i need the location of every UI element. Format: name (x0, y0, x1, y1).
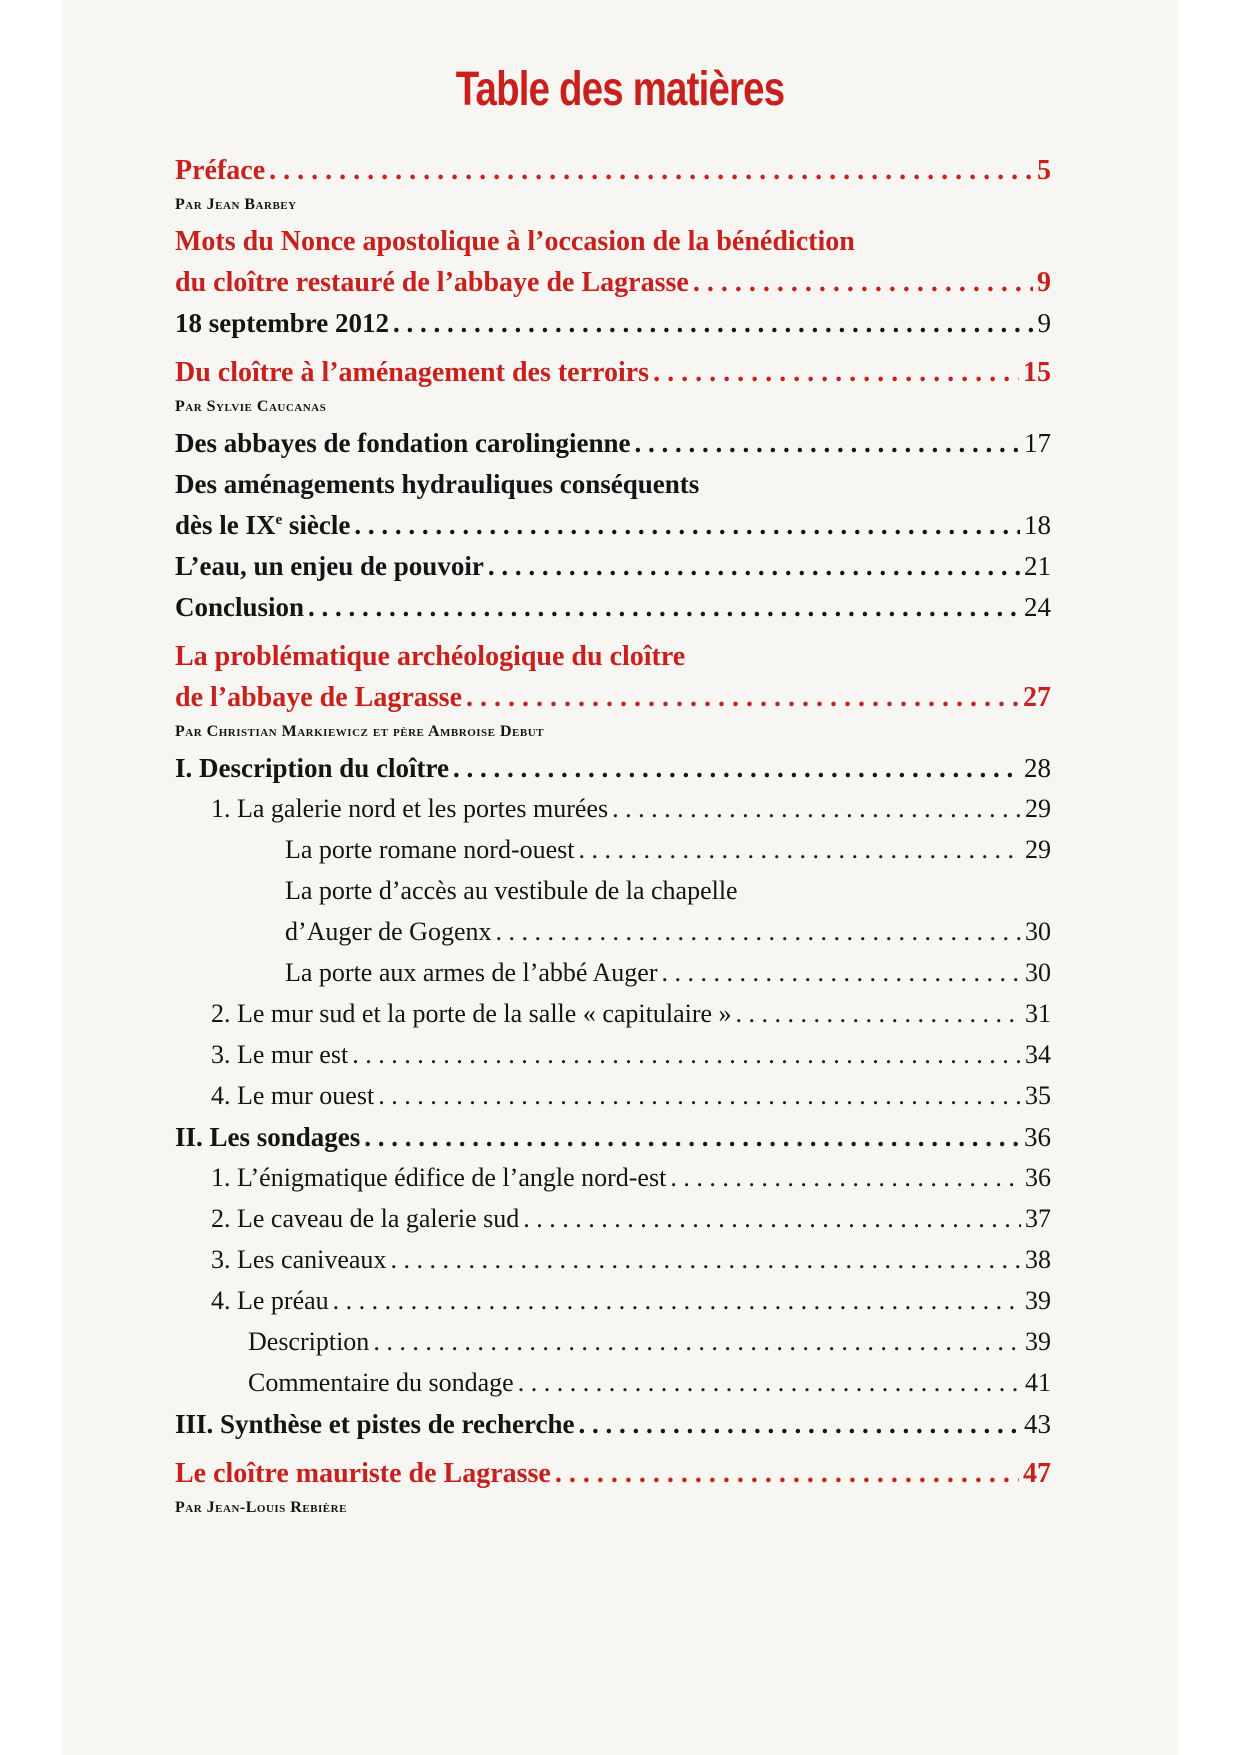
toc-entry-description[interactable] (175, 1327, 1051, 1368)
dot-leader (269, 155, 1033, 187)
toc-entry-problematique-line1[interactable] (175, 641, 1051, 682)
entry-page: 43 (1024, 1409, 1051, 1439)
toc-entry-problematique[interactable] (175, 682, 1051, 723)
toc-entry-caveau[interactable] (175, 1204, 1051, 1245)
dot-leader (578, 1409, 1020, 1440)
entry-label: 2. Le caveau de la galerie sud (211, 1204, 520, 1233)
entry-label: La porte aux armes de l’abbé Auger (285, 958, 658, 987)
dot-leader (378, 1081, 1021, 1111)
entry-page: 9 (1037, 308, 1051, 338)
entry-page: 15 (1023, 357, 1051, 388)
dot-leader (354, 510, 1020, 541)
toc-entry-mur-sud[interactable] (175, 999, 1051, 1040)
entry-label: II. Les sondages (175, 1122, 361, 1152)
entry-label: de l’abbaye de Lagrasse (175, 682, 462, 713)
dot-leader (579, 835, 1021, 865)
toc-entry-hydrauliques[interactable] (175, 510, 1051, 551)
toc-entry-porte-vestibule[interactable] (175, 917, 1051, 958)
entry-page: 30 (1025, 958, 1051, 987)
entry-page: 9 (1037, 267, 1051, 298)
entry-label: 4. Le mur ouest (211, 1081, 375, 1110)
entry-page: 30 (1025, 917, 1051, 946)
dot-leader (390, 1245, 1021, 1275)
dot-leader (373, 1327, 1021, 1357)
entry-page: 27 (1023, 682, 1051, 713)
dot-leader (393, 308, 1034, 339)
toc-entry-abbayes[interactable] (175, 428, 1051, 469)
toc-entry-galerie-nord[interactable] (175, 794, 1051, 835)
dot-leader (653, 357, 1019, 389)
entry-author: Par Christian Markiewicz et père Ambroise Debut (175, 723, 544, 740)
toc-entry-porte-armes[interactable] (175, 958, 1051, 999)
entry-author: Par Jean-Louis Rebière (175, 1499, 347, 1516)
dot-leader (333, 1286, 1021, 1316)
toc-entry-nonce[interactable] (175, 267, 1051, 308)
dot-leader (693, 267, 1033, 299)
entry-label: La porte d’accès au vestibule de la chapelle (285, 876, 738, 905)
entry-label: 2. Le mur sud et la porte de la salle « capitulaire » (211, 999, 732, 1028)
dot-leader (555, 1458, 1019, 1490)
dot-leader (612, 794, 1021, 824)
entry-label: 1. La galerie nord et les portes murées (211, 794, 609, 823)
toc-entry-caniveaux[interactable] (175, 1245, 1051, 1286)
entry-label: 4. Le préau (211, 1286, 329, 1315)
entry-label: Le cloître mauriste de Lagrasse (175, 1458, 551, 1489)
dot-leader (670, 1163, 1021, 1193)
toc-entry-preau[interactable] (175, 1286, 1051, 1327)
entry-label: La problématique archéologique du cloître (175, 641, 686, 672)
entry-page: 21 (1024, 551, 1051, 581)
toc-entry-mur-est[interactable] (175, 1040, 1051, 1081)
toc-entry-edifice-nord-est[interactable] (175, 1163, 1051, 1204)
dot-leader (496, 917, 1022, 947)
entry-label: d’Auger de Gogenx (285, 917, 492, 946)
dot-leader (352, 1040, 1021, 1070)
entry-page: 18 (1024, 510, 1051, 540)
entry-label: Conclusion (175, 592, 305, 622)
table-of-contents (175, 155, 1051, 1529)
entry-label: Du cloître à l’aménagement des terroirs (175, 357, 650, 388)
entry-page: 29 (1025, 835, 1051, 864)
dot-leader (364, 1122, 1020, 1153)
entry-label: Description (248, 1327, 370, 1356)
entry-page: 41 (1025, 1368, 1051, 1397)
toc-entry-18-septembre[interactable] (175, 308, 1051, 349)
dot-leader (518, 1368, 1021, 1398)
entry-page: 35 (1025, 1081, 1051, 1110)
entry-page: 24 (1024, 592, 1051, 622)
toc-entry-cloitre-mauriste[interactable] (175, 1458, 1051, 1499)
entry-label: III. Synthèse et pistes de recherche (175, 1409, 575, 1439)
entry-page: 28 (1024, 753, 1051, 783)
entry-page: 5 (1037, 155, 1051, 186)
entry-label: 3. Les caniveaux (211, 1245, 387, 1274)
entry-label: du cloître restauré de l’abbaye de Lagrasse (175, 267, 689, 298)
dot-leader (635, 428, 1020, 459)
page-title: Table des matières (455, 63, 785, 116)
entry-page: 39 (1025, 1286, 1051, 1315)
dot-leader (736, 999, 1021, 1029)
entry-label: dès le IXe siècle (175, 510, 351, 540)
entry-label: Des aménagements hydrauliques conséquents (175, 469, 700, 499)
toc-entry-porte-romane[interactable] (175, 835, 1051, 876)
entry-label: Commentaire du sondage (248, 1368, 514, 1397)
entry-page: 39 (1025, 1327, 1051, 1356)
toc-entry-description-cloitre[interactable] (175, 753, 1051, 794)
toc-entry-porte-vestibule-line1[interactable] (175, 876, 1051, 917)
entry-label: La porte romane nord-ouest (285, 835, 575, 864)
entry-page: 36 (1025, 1163, 1051, 1192)
dot-leader (488, 551, 1020, 582)
entry-page: 38 (1025, 1245, 1051, 1274)
entry-page: 17 (1024, 428, 1051, 458)
entry-label: Des abbayes de fondation carolingienne (175, 428, 631, 458)
entry-label: 3. Le mur est (211, 1040, 349, 1069)
toc-entry-hydrauliques-line1[interactable] (175, 469, 1051, 510)
dot-leader (466, 682, 1019, 714)
entry-page: 36 (1024, 1122, 1051, 1152)
toc-entry-commentaire[interactable] (175, 1368, 1051, 1409)
dot-leader (662, 958, 1021, 988)
dot-leader (523, 1204, 1021, 1234)
entry-label: I. Description du cloître (175, 753, 449, 783)
toc-entry-mur-ouest[interactable] (175, 1081, 1051, 1122)
entry-page: 29 (1025, 794, 1051, 823)
entry-page: 34 (1025, 1040, 1051, 1069)
entry-label: L’eau, un enjeu de pouvoir (175, 551, 484, 581)
entry-page: 47 (1023, 1458, 1051, 1489)
entry-label: 1. L’énigmatique édifice de l’angle nord-est (211, 1163, 667, 1192)
entry-label: Préface (175, 155, 266, 186)
entry-author: Par Sylvie Caucanas (175, 398, 327, 415)
toc-entry-terroirs[interactable] (175, 357, 1051, 398)
entry-page: 31 (1025, 999, 1051, 1028)
entry-label: Mots du Nonce apostolique à l’occasion de la bénédiction (175, 226, 855, 257)
entry-page: 37 (1025, 1204, 1051, 1233)
toc-entry-sondages[interactable] (175, 1122, 1051, 1163)
toc-entry-conclusion[interactable] (175, 592, 1051, 633)
toc-entry-synthese[interactable] (175, 1409, 1051, 1450)
entry-label: 18 septembre 2012 (175, 308, 389, 338)
toc-entry-eau-pouvoir[interactable] (175, 551, 1051, 592)
toc-entry-nonce-line1[interactable] (175, 226, 1051, 267)
dot-leader (453, 753, 1020, 784)
dot-leader (308, 592, 1020, 623)
toc-entry-preface[interactable] (175, 155, 1051, 196)
entry-author: Par Jean Barbey (175, 196, 297, 213)
